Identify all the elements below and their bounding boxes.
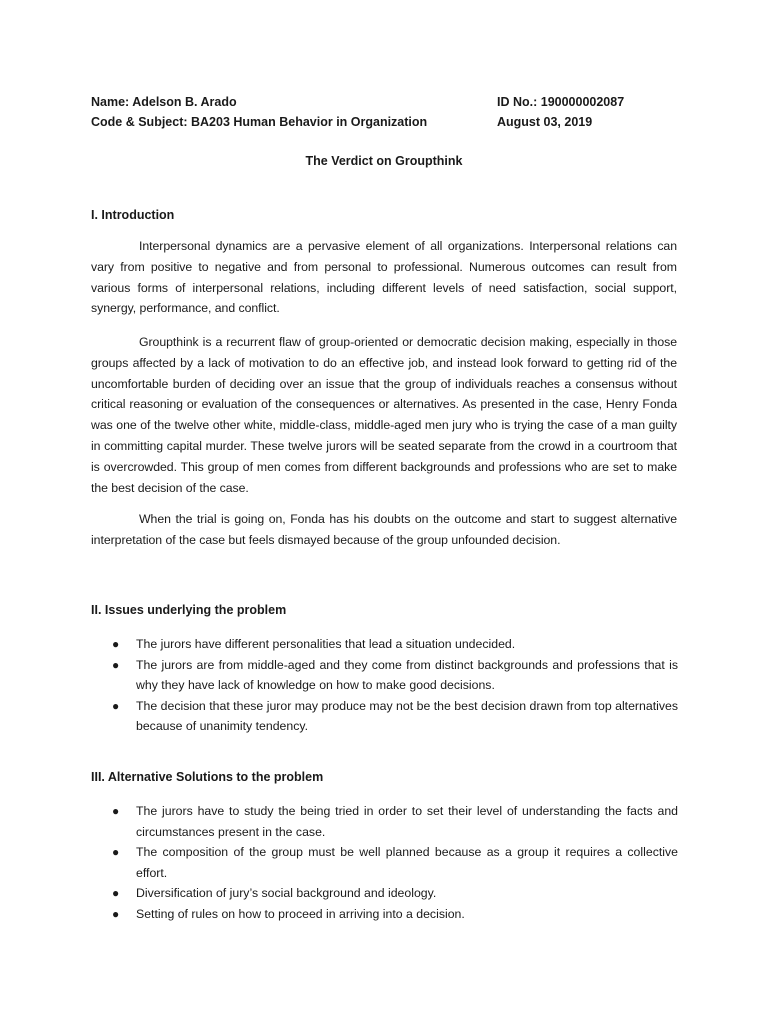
bullet-icon: ● bbox=[112, 886, 120, 901]
solutions-list bbox=[110, 801, 678, 925]
bullet-icon: ● bbox=[112, 906, 120, 921]
header-left bbox=[91, 92, 427, 132]
id-line: ID No.: 190000002087 bbox=[497, 95, 625, 109]
date-line: August 03, 2019 bbox=[497, 115, 593, 129]
intro-paragraph-2: Groupthink is a recurrent flaw of group-oriented or democratic decision making, especially in those groups affected by a lack of motivation to do an effective job, and instead look forward to getting rid of the uncomfortable burden of deciding over an issue that the group of individuals reaches a consensus without critical reasoning or evaluation of the consequences or alternatives. As presented in the case, Henry Fonda was one of the twelve other white, middle-class, middle-aged men jury who is trying the case of a man guilty in committing capital murder. These twelve jurors will be seated separate from the crowd in a courtroom that is overcrowded. This group of men comes from different backgrounds and professions who are set to make the best decision of the case. bbox=[91, 335, 677, 495]
bullet-icon: ● bbox=[112, 657, 120, 672]
bullet-icon: ● bbox=[112, 845, 120, 860]
list-item: ● The jurors are from middle-aged and they come from distinct backgrounds and professions that is why they have lack of knowledge on how to make good decisions. bbox=[110, 655, 678, 696]
intro-paragraph-3-block bbox=[91, 509, 677, 551]
bullet-icon: ● bbox=[112, 698, 120, 713]
intro-paragraph-2-block bbox=[91, 332, 677, 498]
list-item: ● The composition of the group must be well planned because as a group it requires a collective effort. bbox=[110, 842, 678, 883]
issues-list bbox=[110, 634, 678, 737]
intro-paragraph-1: Interpersonal dynamics are a pervasive element of all organizations. Interpersonal relations can vary from positive to negative and from personal to professional. Numerous outcomes can result from various forms of interpersonal relations, including different levels of need satisfaction, social support, synergy, performance, and conflict. bbox=[91, 239, 677, 316]
list-item: ● Setting of rules on how to proceed in arriving into a decision. bbox=[110, 904, 678, 925]
header-right bbox=[497, 92, 624, 132]
name-line: Name: Adelson B. Arado bbox=[91, 95, 237, 109]
list-item: ● The jurors have to study the being tried in order to set their level of understanding the facts and circumstances present in the case. bbox=[110, 801, 678, 842]
section-heading-issues: II. Issues underlying the problem bbox=[91, 603, 287, 617]
section-heading-solutions: III. Alternative Solutions to the problem bbox=[91, 770, 324, 784]
list-item: ● The decision that these juror may produce may not be the best decision drawn from top alternatives because of unanimity tendency. bbox=[110, 696, 678, 737]
intro-paragraph-3: When the trial is going on, Fonda has his doubts on the outcome and start to suggest alternative interpretation of the case but feels dismayed because of the group unfounded decision. bbox=[91, 512, 677, 547]
list-item: ● The jurors have different personalities that lead a situation undecided. bbox=[110, 634, 678, 655]
intro-paragraph-1-block bbox=[91, 236, 677, 319]
document-title: The Verdict on Groupthink bbox=[305, 154, 463, 168]
bullet-icon: ● bbox=[112, 637, 120, 651]
subject-line: Code & Subject: BA203 Human Behavior in Organization bbox=[91, 115, 428, 129]
bullet-icon: ● bbox=[112, 804, 120, 818]
list-item: ● Diversification of jury’s social background and ideology. bbox=[110, 883, 678, 904]
section-heading-introduction: I. Introduction bbox=[91, 208, 175, 222]
